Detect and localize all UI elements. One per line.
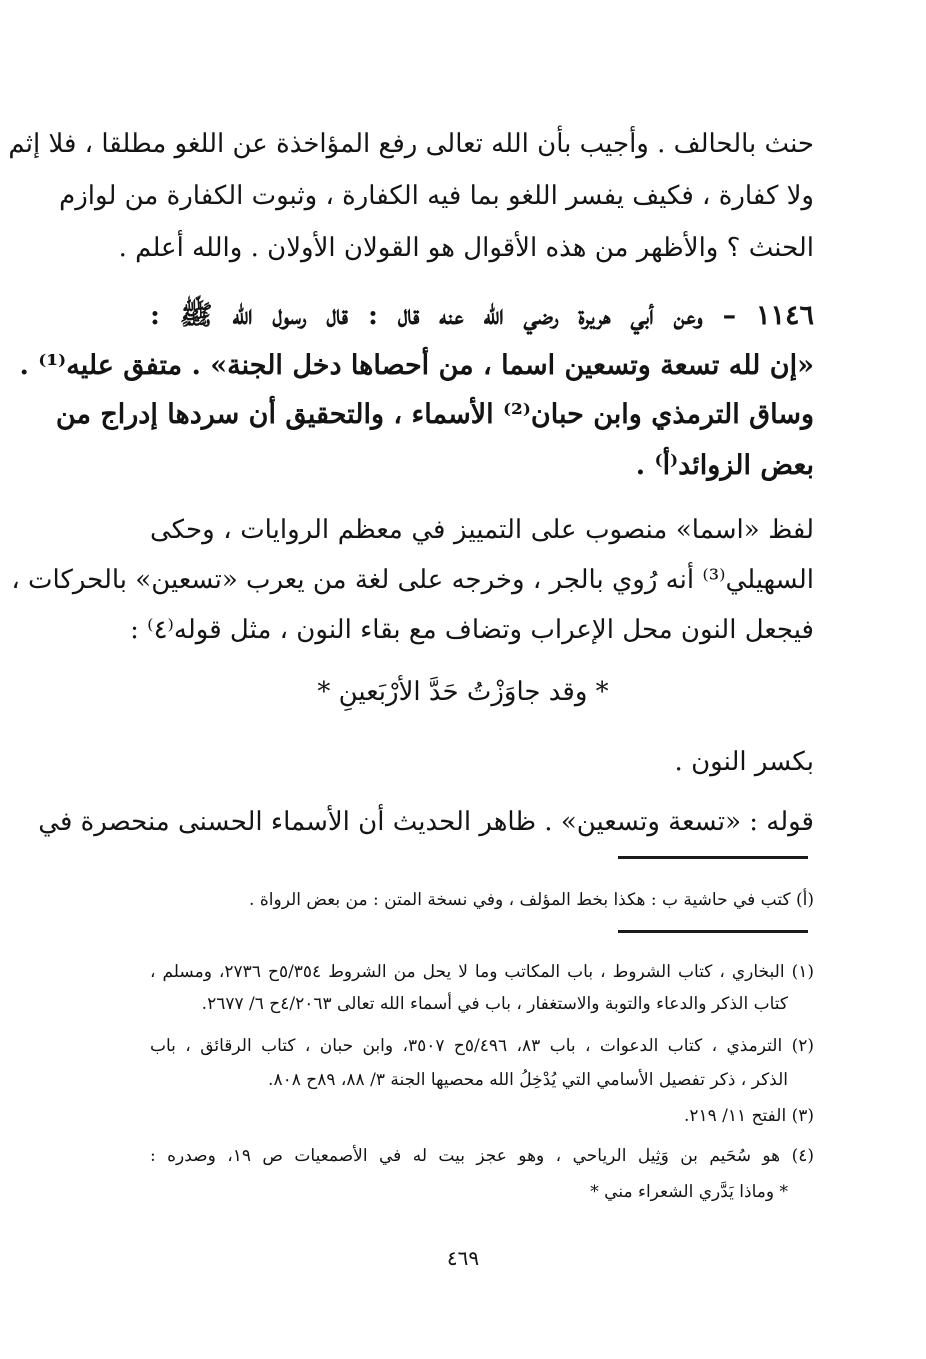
hadith-line: ١١٤٦ – وعن أبي هريرة رضي الله عنه قال : قال رسول الله ﷺ :: [150, 300, 814, 331]
hadith-line: «إن لله تسعة وتسعين اسما ، من أحصاها دخل الجنة» . متفق عليه⁽¹⁾ .: [19, 350, 814, 381]
footnote-line: (٣) الفتح ١١/ ٢١٩.: [683, 1106, 814, 1126]
footnote-line: الذكر ، ذكر تفصيل الأسامي التي يُدْخِلُ الله محصيها الجنة ٣/ ٨٨، ٨٩ح ٨٠٨.: [268, 1070, 788, 1090]
footnote-line: كتاب الذكر والدعاء والتوبة والاستغفار ، باب في أسماء الله تعالى ٤/٢٠٦٣ح ٦/ ٢٦٧٧.: [201, 994, 788, 1014]
footnote-line: (٢) الترمذي ، كتاب الدعوات ، باب ٨٣، ٥/٤٩٦ح ٣٥٠٧، وابن حبان ، كتاب الرقائق ، باب: [150, 1036, 815, 1056]
commentary-line: لفظ «اسما» منصوب على التمييز في معظم الروايات ، وحكى: [150, 515, 814, 545]
poetry-verse: * وقد جاوَزْتُ حَدَّ الأرْبَعينِ *: [317, 677, 609, 707]
page-number: ٤٦٩: [446, 1246, 480, 1270]
hadith-line: وساق الترمذي وابن حبان⁽²⁾ الأسماء ، والتحقيق أن سردها إدراج من: [55, 399, 814, 430]
body-line: الحنث ؟ والأظهر من هذه الأقوال هو القولان الأولان . والله أعلم .: [118, 233, 814, 263]
footnote-separator: [618, 930, 808, 933]
body-line: حنث بالحالف . وأجيب بأن الله تعالى رفع المؤاخذة عن اللغو مطلقا ، فلا إثم: [8, 129, 814, 159]
footnote-line: * وماذا يَدَّري الشعراء مني *: [590, 1182, 788, 1202]
footnote-line: (١) البخاري ، كتاب الشروط ، باب المكاتب وما لا يحل من الشروط ٥/٣٥٤ح ٢٧٣٦، ومسلم ،: [150, 962, 814, 982]
body-line: قوله : «تسعة وتسعين» . ظاهر الحديث أن الأسماء الحسنى منحصرة في: [38, 807, 814, 837]
footnote-variant: (أ) كتب في حاشية ب : هكذا بخط المؤلف ، وفي نسخة المتن : من بعض الرواة .: [249, 890, 814, 910]
footnote-line: (٤) هو سُحَيم بن وَثِيل الرياحي ، وهو عجز بيت له في الأصمعيات ص ١٩، وصدره :: [150, 1146, 814, 1166]
commentary-line: فيجعل النون محل الإعراب وتضاف مع بقاء النون ، مثل قوله⁽٤⁾ :: [130, 615, 814, 645]
commentary-line: السهيلي⁽³⁾ أنه رُوي بالجر ، وخرجه على لغة من يعرب «تسعين» بالحركات ،: [11, 565, 814, 595]
body-line: بكسر النون .: [674, 747, 814, 777]
hadith-line: بعض الزوائد⁽أ⁾ .: [635, 450, 814, 481]
footnote-separator: [618, 856, 808, 859]
body-line: ولا كفارة ، فكيف يفسر اللغو بما فيه الكفارة ، وثبوت الكفارة من لوازم: [59, 181, 814, 211]
